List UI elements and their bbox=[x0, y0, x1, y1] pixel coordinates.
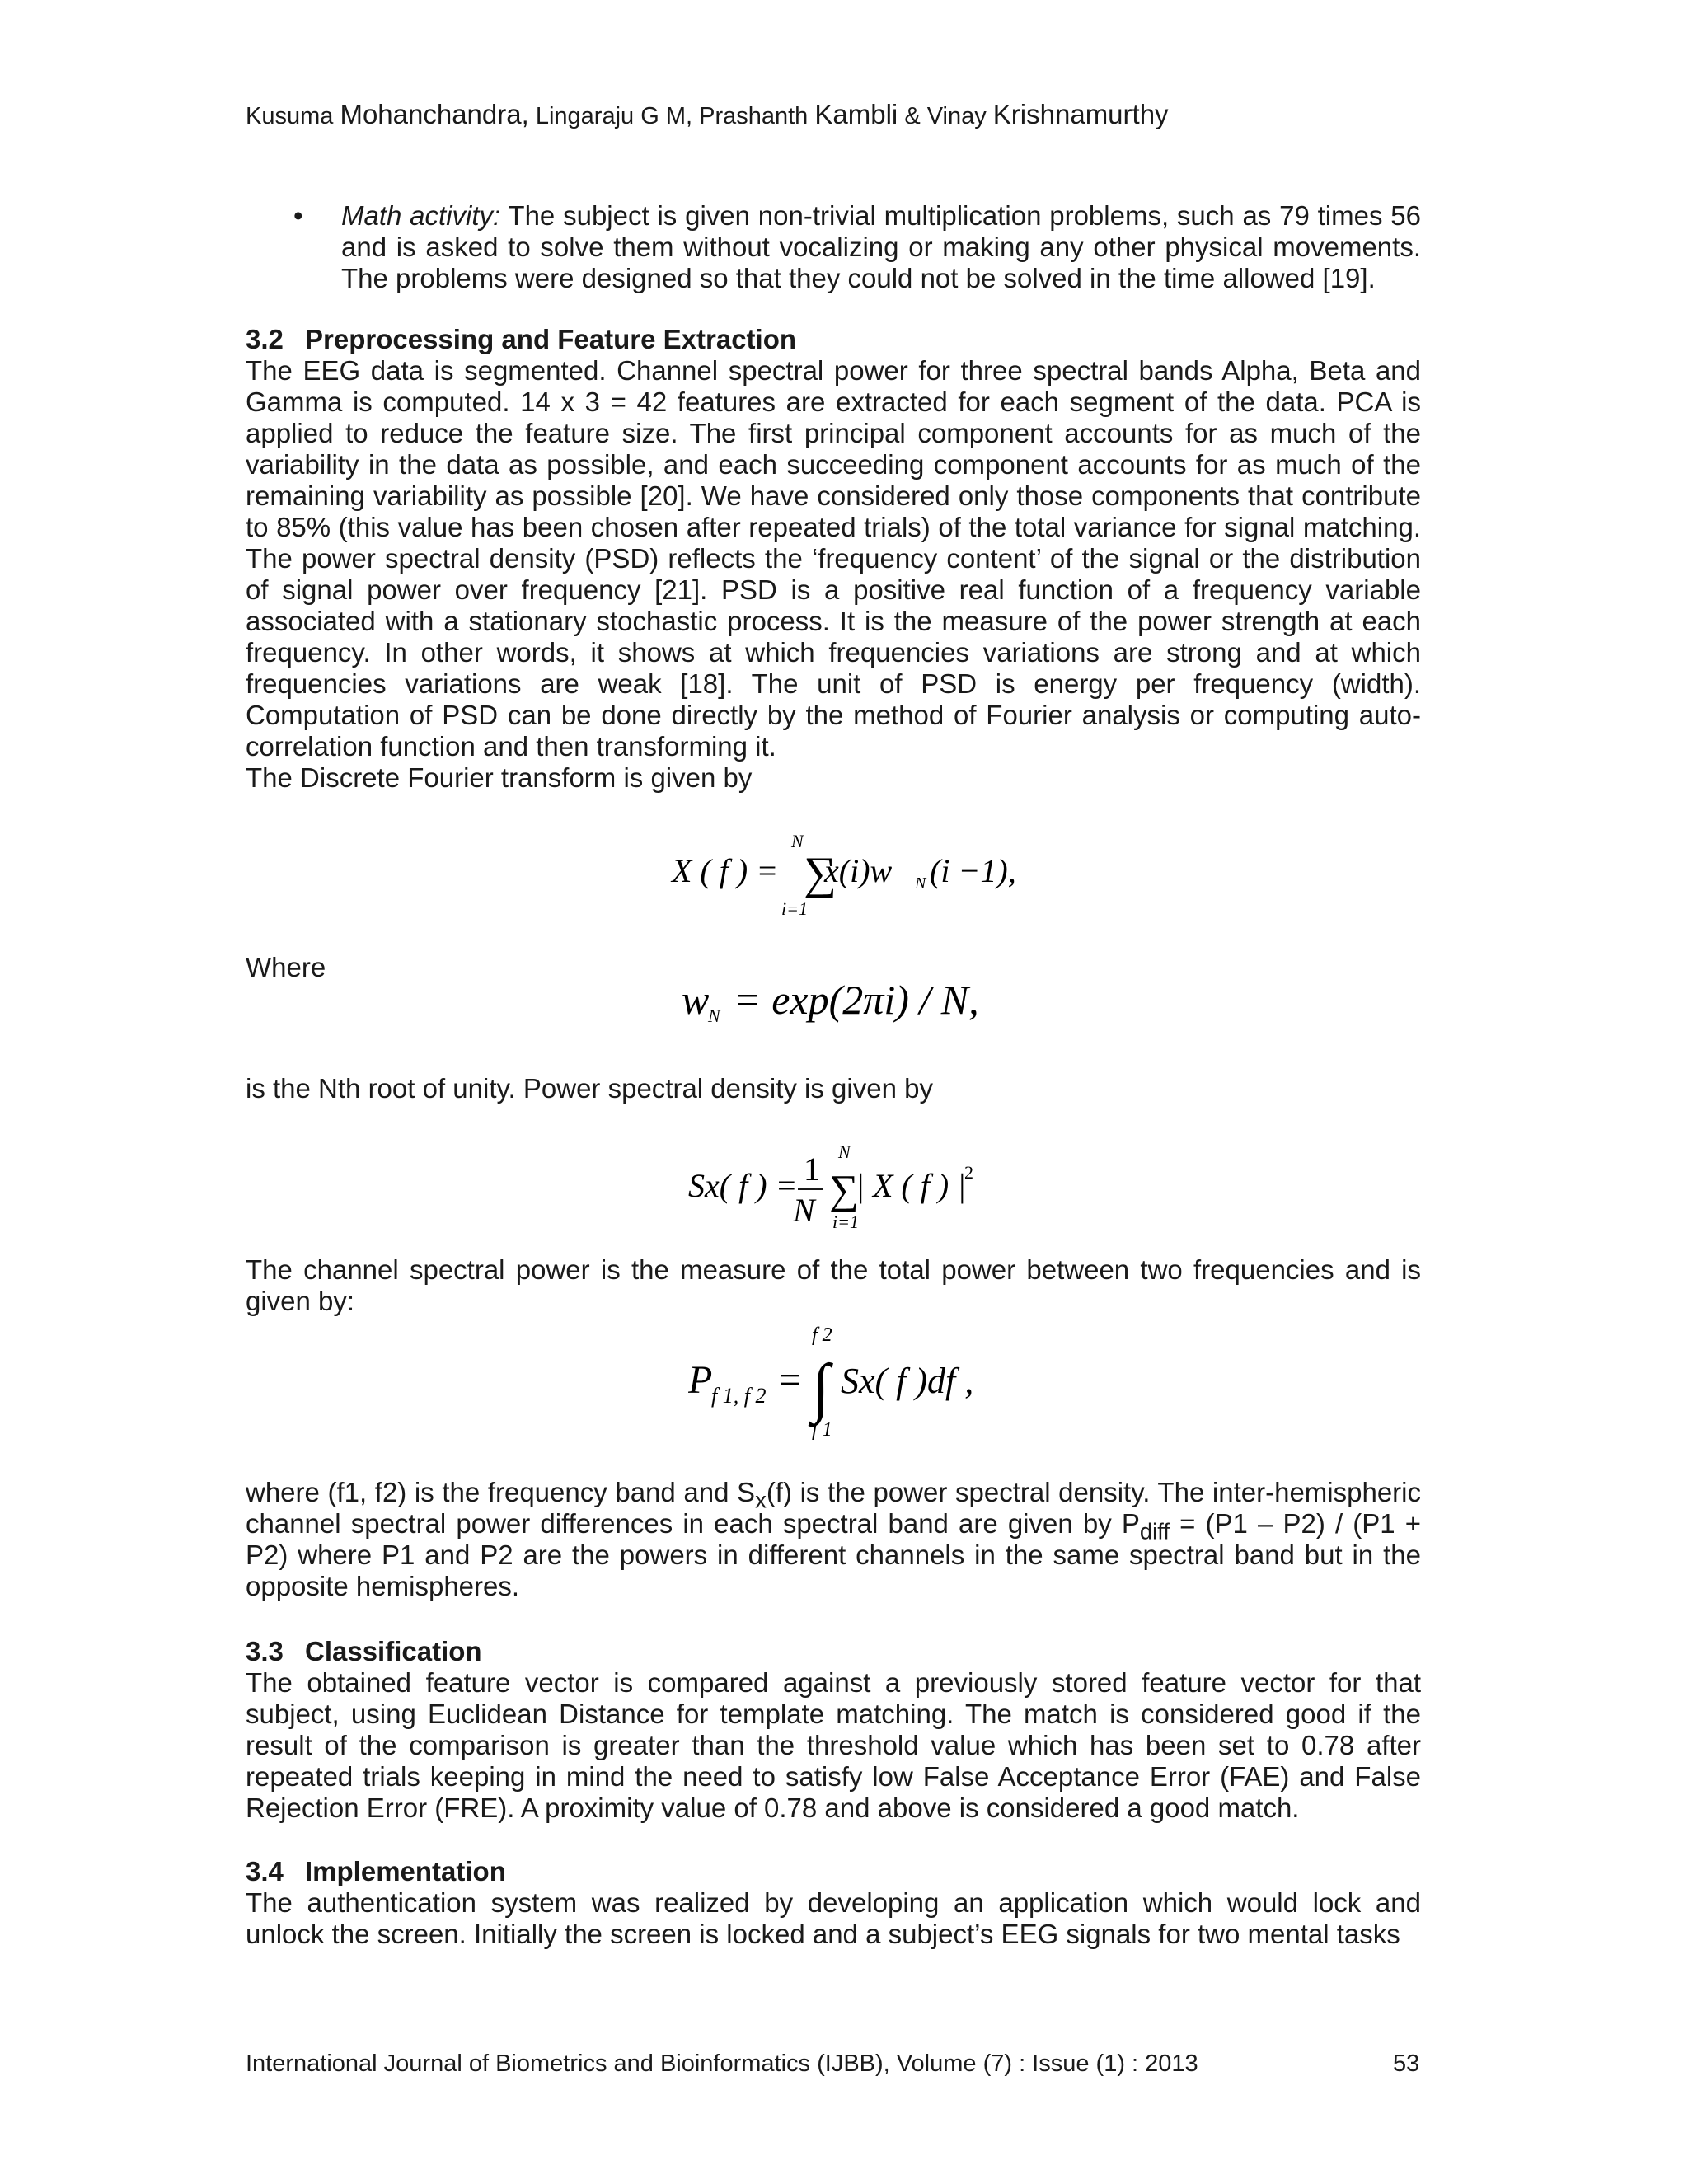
psd-sup: 2 bbox=[964, 1162, 973, 1183]
author-4-first: & Vinay bbox=[904, 103, 987, 129]
bullet-text: The subject is given non-trivial multiplication problems, such as 79 times 56 and is asked to solve them without vocalizing or making any other physical movements. The problems were designed so that they could not be solved in the time allowed [19]. bbox=[341, 200, 1421, 293]
section-3-4-body: The authentication system was realized by developing an application which would lock and unlock the screen. Initially the screen is locked and a subject’s EEG signals for two mental tasks bbox=[246, 1887, 1421, 1949]
author-1-first: Kusuma bbox=[246, 103, 334, 129]
author-3-last: Kambli bbox=[814, 99, 898, 129]
bullet-marker: • bbox=[293, 200, 303, 231]
bullet-title: Math activity: bbox=[341, 200, 501, 231]
psd-num: 1 bbox=[804, 1151, 820, 1188]
dft-lhs: X ( f ) = bbox=[672, 852, 779, 889]
psd-sum-upper: N bbox=[838, 1141, 851, 1162]
bullet-math-activity bbox=[341, 200, 1421, 294]
integral-symbol: ∫ bbox=[812, 1352, 830, 1424]
dft-intro: The Discrete Fourier transform is given by bbox=[246, 762, 753, 793]
author-3-first: Prashanth bbox=[699, 103, 809, 129]
wn-lhs: w bbox=[682, 977, 710, 1023]
dft-sum-lower: i=1 bbox=[781, 898, 808, 919]
page-number: 53 bbox=[1393, 2050, 1420, 2077]
sum-symbol: ∑ bbox=[829, 1166, 859, 1212]
csp-rhs: Sx( f )df , bbox=[841, 1361, 974, 1401]
author-1-last: Mohanchandra, bbox=[340, 99, 529, 129]
csp-intro: The channel spectral power is the measure of the total power between two frequencies and is given by: bbox=[246, 1254, 1421, 1316]
section-heading-3-2: 3.2 Preprocessing and Feature Extraction bbox=[246, 324, 797, 354]
dft-rhs: x(i)w bbox=[824, 852, 893, 889]
nth-root-text: is the Nth root of unity. Power spectral density is given by bbox=[246, 1073, 933, 1104]
equation-dft bbox=[659, 824, 1022, 940]
author-2: Lingaraju G M, bbox=[535, 103, 693, 129]
psd-sum-lower: i=1 bbox=[832, 1212, 859, 1232]
wn-sub: N bbox=[708, 1005, 720, 1026]
equation-wn bbox=[672, 972, 1018, 1038]
wn-rhs: = exp(2πi) / N, bbox=[734, 977, 979, 1023]
dft-rhs2: (i −1), bbox=[930, 852, 1016, 889]
csp-int-lower: f 1 bbox=[812, 1419, 832, 1441]
section-3-2-after: where (f1, f2) is the frequency band and $S_x(f)$ is the power spectral density. The inter-hemispheric channel spectral power differences in each spectral band are given by $P_{diff} = (P1 - P2) / (P1 + P2)$ where P1 and P2 are the powers in different channels in the same spectral band but in the opposite hemispheres. bbox=[246, 1477, 1421, 1601]
csp-int-upper: f 2 bbox=[812, 1324, 832, 1346]
psd-rhs: | X ( f ) | bbox=[856, 1167, 967, 1204]
equation-psd bbox=[684, 1137, 997, 1244]
where-label: Where bbox=[246, 952, 326, 982]
csp-sub: f 1, f 2 bbox=[711, 1384, 767, 1408]
author-4-last: Krishnamurthy bbox=[992, 99, 1169, 129]
dft-sub: N bbox=[915, 874, 926, 893]
section-3-3-body: The obtained feature vector is compared against a previously stored feature vector for that subject, using Euclidean Distance for template matching. The match is considered good if the result of the comparison is greater than the threshold value which has been set to 0.78 after repeated trials keeping in mind the need to satisfy low False Acceptance Error (FAE) and False Rejection Error (FRE). A proximity value of 0.78 and above is considered a good match. bbox=[246, 1667, 1421, 1823]
sum-symbol: ∑ bbox=[804, 848, 837, 899]
equation-csp bbox=[688, 1319, 1018, 1451]
psd-den: N bbox=[793, 1192, 815, 1229]
section-heading-3-3: 3.3 Classification bbox=[246, 1636, 482, 1666]
dft-sum-upper: N bbox=[791, 831, 804, 851]
section-3-2-body: The EEG data is segmented. Channel spectral power for three spectral bands Alpha, Beta and Gamma is computed. 14 x 3 = 42 features are extracted for each segment of the data. PCA is applied to reduce the feature size. The first principal component accounts for as much of the variability in the data as possible, and each succeeding component accounts for as much of the remaining variability as possible [20]. We have considered only those components that contribute to 85% (this value has been chosen after repeated trials) of the total variance for signal matching. The power spectral density (PSD) reflects the ‘frequency content’ of the signal or the distribution of signal power over frequency [21]. PSD is a positive real function of a frequency variable associated with a stationary stochastic process. It is the measure of the power strength at each frequency. In other words, it shows at which frequencies variations are strong and at which frequencies variations are weak [18]. The unit of PSD is energy per frequency (width). Computation of PSD can be done directly by the method of Fourier analysis or computing auto-correlation function and then transforming it. bbox=[246, 355, 1421, 762]
footer-journal: International Journal of Biometrics and Bioinformatics (IJBB), Volume (7) : Issue (1) : 2013 bbox=[246, 2050, 1198, 2077]
csp-lhs: P bbox=[688, 1358, 713, 1402]
psd-lhs: Sx( f ) = bbox=[688, 1167, 798, 1204]
running-header bbox=[246, 99, 1169, 130]
csp-equals: = bbox=[779, 1358, 802, 1402]
section-heading-3-4: 3.4 Implementation bbox=[246, 1856, 506, 1886]
